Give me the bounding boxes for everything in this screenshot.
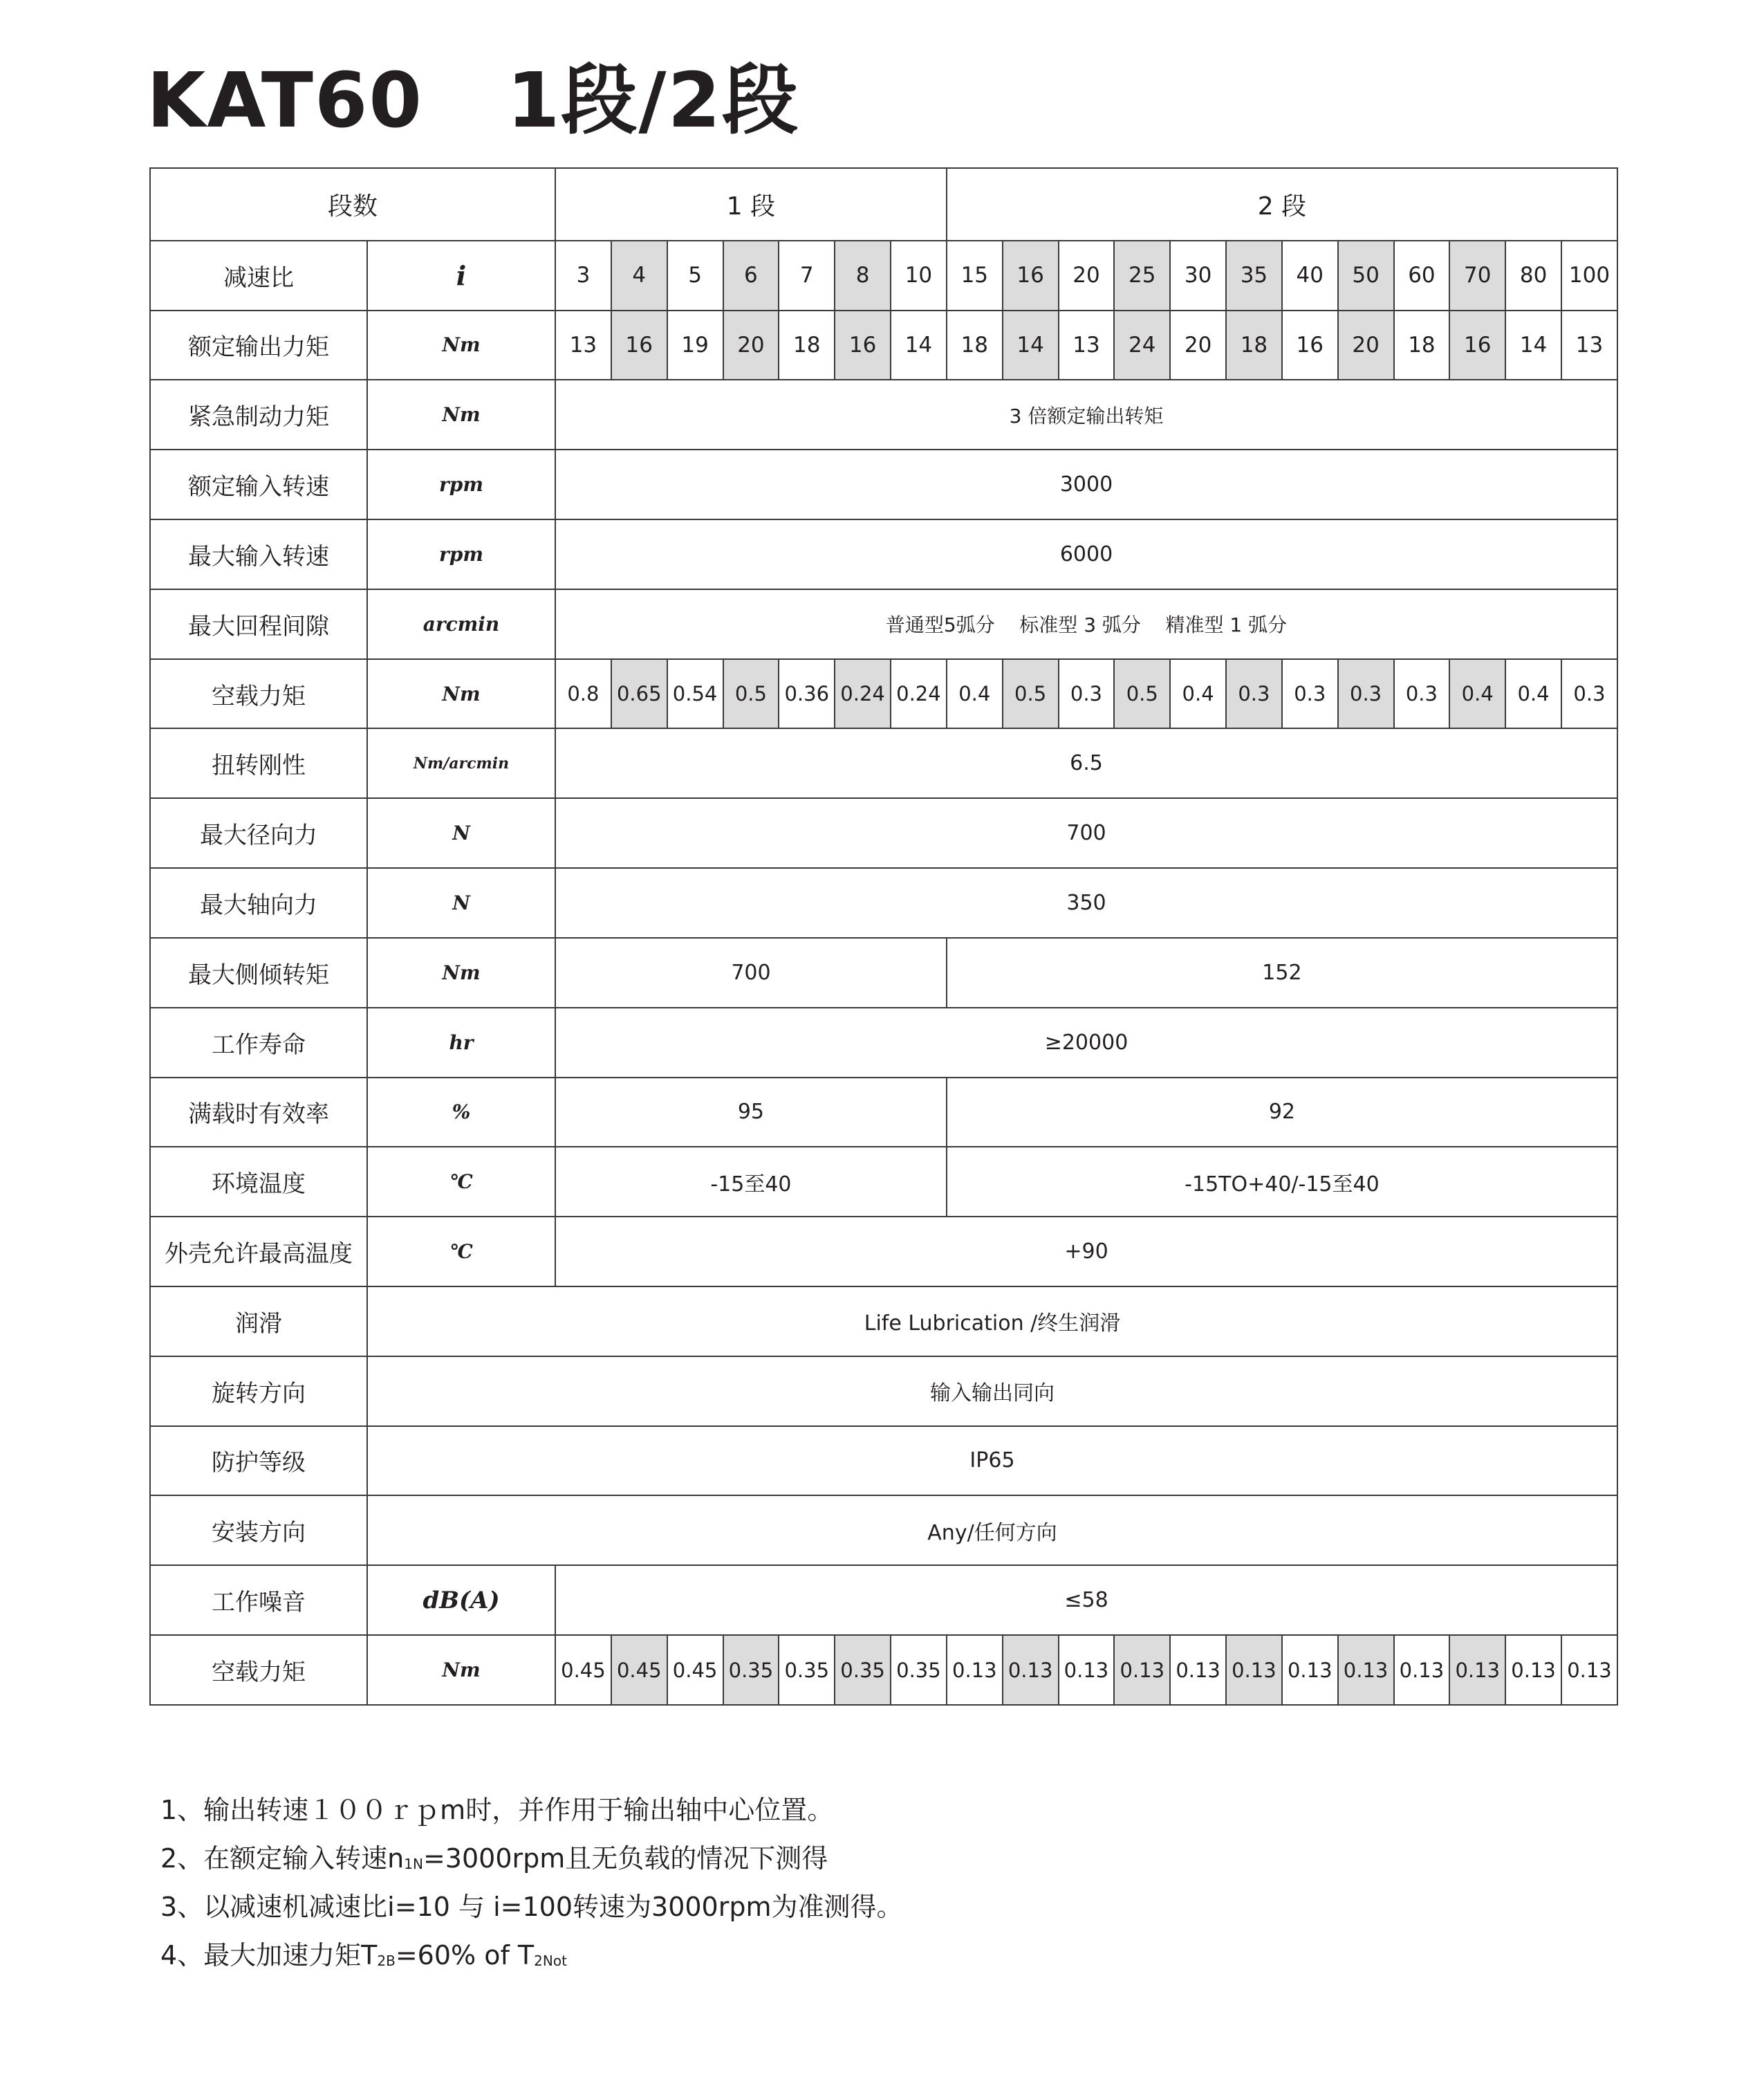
efficiency-row bbox=[150, 1078, 1617, 1147]
value-cell: 15 bbox=[947, 241, 1003, 311]
value-cell: 0.45 bbox=[611, 1635, 667, 1705]
row-value: +90 bbox=[555, 1217, 1617, 1286]
stage-header-label: 段数 bbox=[150, 168, 555, 241]
value-cell: 0.13 bbox=[1505, 1635, 1561, 1705]
value-cell: 60 bbox=[1394, 241, 1450, 311]
value-cell: 0.3 bbox=[1226, 659, 1282, 729]
row-value: ≥20000 bbox=[555, 1008, 1617, 1078]
value-cell: 35 bbox=[1226, 241, 1282, 311]
value-cell: 0.24 bbox=[891, 659, 947, 729]
row-label: 最大回程间隙 bbox=[150, 589, 367, 659]
value-cell: 0.3 bbox=[1394, 659, 1450, 729]
page-title: KAT60 1段/2段 bbox=[147, 56, 800, 145]
row-unit: % bbox=[367, 1078, 555, 1147]
value-cell: 0.5 bbox=[723, 659, 779, 729]
row-label: 额定输出力矩 bbox=[150, 311, 367, 380]
row-unit: Nm bbox=[367, 311, 555, 380]
value-cell: 70 bbox=[1449, 241, 1505, 311]
value-cell: 30 bbox=[1170, 241, 1226, 311]
value-cell: 50 bbox=[1338, 241, 1394, 311]
row-unit: ℃ bbox=[367, 1217, 555, 1286]
operating-noise-row bbox=[150, 1565, 1617, 1635]
value-cell: 0.4 bbox=[1170, 659, 1226, 729]
value-cell: 80 bbox=[1505, 241, 1561, 311]
value-cell: 24 bbox=[1114, 311, 1170, 380]
value-cell: 14 bbox=[891, 311, 947, 380]
rated-input-speed-row bbox=[150, 450, 1617, 519]
value-cell: 0.13 bbox=[947, 1635, 1003, 1705]
value-cell: 0.5 bbox=[1003, 659, 1059, 729]
value-cell: 13 bbox=[1059, 311, 1115, 380]
row-value: Any/任何方向 bbox=[367, 1495, 1617, 1565]
value-cell: 19 bbox=[667, 311, 723, 380]
row-label: 最大输入转速 bbox=[150, 519, 367, 589]
emergency-stop-torque-row bbox=[150, 380, 1617, 450]
row-unit: Nm bbox=[367, 938, 555, 1008]
value-cell: 0.5 bbox=[1114, 659, 1170, 729]
value-cell: 0.13 bbox=[1003, 1635, 1059, 1705]
ratio-row bbox=[150, 241, 1617, 311]
max-axial-force-row bbox=[150, 868, 1617, 938]
value-cell: 0.45 bbox=[555, 1635, 611, 1705]
spec-table bbox=[149, 167, 1618, 1706]
value-cell: 7 bbox=[779, 241, 835, 311]
value-cell: 0.36 bbox=[779, 659, 835, 729]
stage2-value: 152 bbox=[947, 938, 1617, 1008]
value-cell: 0.35 bbox=[779, 1635, 835, 1705]
row-unit: rpm bbox=[367, 519, 555, 589]
row-unit: dB(A) bbox=[367, 1565, 555, 1635]
value-cell: 0.13 bbox=[1114, 1635, 1170, 1705]
row-label: 扭转刚性 bbox=[150, 728, 367, 798]
stage1-value: 95 bbox=[555, 1078, 947, 1147]
stage-header-row bbox=[150, 168, 1617, 241]
row-value: IP65 bbox=[367, 1426, 1617, 1496]
max-tilting-moment-row bbox=[150, 938, 1617, 1008]
value-cell: 0.3 bbox=[1282, 659, 1338, 729]
row-value: ≤58 bbox=[555, 1565, 1617, 1635]
value-cell: 0.35 bbox=[891, 1635, 947, 1705]
value-cell: 16 bbox=[1449, 311, 1505, 380]
row-label: 减速比 bbox=[150, 241, 367, 311]
mounting-direction-row bbox=[150, 1495, 1617, 1565]
row-unit: Nm/arcmin bbox=[367, 728, 555, 798]
stage1-value: 700 bbox=[555, 938, 947, 1008]
value-cell: 0.65 bbox=[611, 659, 667, 729]
row-value: 350 bbox=[555, 868, 1617, 938]
no-load-torque-row bbox=[150, 659, 1617, 729]
value-cell: 0.4 bbox=[1449, 659, 1505, 729]
value-cell: 0.3 bbox=[1059, 659, 1115, 729]
torsional-stiffness-row bbox=[150, 728, 1617, 798]
value-cell: 0.13 bbox=[1170, 1635, 1226, 1705]
row-label: 紧急制动力矩 bbox=[150, 380, 367, 450]
protection-class-row bbox=[150, 1426, 1617, 1496]
note-4-subscript-2: 2Not bbox=[534, 1953, 567, 1969]
value-cell: 16 bbox=[835, 311, 891, 380]
note-4-mid: =60% of T bbox=[395, 1940, 535, 1970]
row-label: 最大轴向力 bbox=[150, 868, 367, 938]
value-cell: 0.35 bbox=[723, 1635, 779, 1705]
value-cell: 0.13 bbox=[1561, 1635, 1617, 1705]
value-cell: 0.13 bbox=[1282, 1635, 1338, 1705]
value-cell: 100 bbox=[1561, 241, 1617, 311]
row-label: 环境温度 bbox=[150, 1147, 367, 1217]
value-cell: 14 bbox=[1505, 311, 1561, 380]
row-unit: N bbox=[367, 868, 555, 938]
note-4-subscript-1: 2B bbox=[377, 1953, 396, 1969]
row-label: 旋转方向 bbox=[150, 1356, 367, 1426]
value-cell: 0.8 bbox=[555, 659, 611, 729]
stage1-header: 1 段 bbox=[555, 168, 947, 241]
lubrication-row bbox=[150, 1286, 1617, 1356]
row-label: 工作寿命 bbox=[150, 1008, 367, 1078]
row-value: 6000 bbox=[555, 519, 1617, 589]
row-label: 防护等级 bbox=[150, 1426, 367, 1496]
row-unit: Nm bbox=[367, 659, 555, 729]
value-cell: 0.13 bbox=[1449, 1635, 1505, 1705]
row-value: Life Lubrication /终生润滑 bbox=[367, 1286, 1617, 1356]
row-label: 外壳允许最高温度 bbox=[150, 1217, 367, 1286]
row-unit: rpm bbox=[367, 450, 555, 519]
value-cell: 0.54 bbox=[667, 659, 723, 729]
note-2 bbox=[160, 1834, 902, 1883]
row-value: 700 bbox=[555, 798, 1617, 868]
row-value: 6.5 bbox=[555, 728, 1617, 798]
row-unit: Nm bbox=[367, 1635, 555, 1705]
stage2-value: -15TO+40/-15至40 bbox=[947, 1147, 1617, 1217]
row-label: 安装方向 bbox=[150, 1495, 367, 1565]
row-unit: arcmin bbox=[367, 589, 555, 659]
row-label: 最大径向力 bbox=[150, 798, 367, 868]
value-cell: 20 bbox=[723, 311, 779, 380]
stage2-header: 2 段 bbox=[947, 168, 1617, 241]
value-cell: 0.13 bbox=[1394, 1635, 1450, 1705]
note-2-prefix: 2、在额定输入转速n bbox=[160, 1843, 405, 1874]
row-value: 3 倍额定输出转矩 bbox=[555, 380, 1617, 450]
row-unit: hr bbox=[367, 1008, 555, 1078]
value-cell: 0.45 bbox=[667, 1635, 723, 1705]
row-label: 空载力矩 bbox=[150, 659, 367, 729]
value-cell: 20 bbox=[1170, 311, 1226, 380]
rated-torque-row bbox=[150, 311, 1617, 380]
ambient-temperature-row bbox=[150, 1147, 1617, 1217]
row-label: 工作噪音 bbox=[150, 1565, 367, 1635]
value-cell: 0.3 bbox=[1338, 659, 1394, 729]
note-4-prefix: 4、最大加速力矩T bbox=[160, 1940, 378, 1970]
stage2-value: 92 bbox=[947, 1078, 1617, 1147]
value-cell: 18 bbox=[1226, 311, 1282, 380]
row-value: 普通型5弧分 标准型 3 弧分 精准型 1 弧分 bbox=[555, 589, 1617, 659]
value-cell: 13 bbox=[1561, 311, 1617, 380]
value-cell: 14 bbox=[1003, 311, 1059, 380]
row-unit: N bbox=[367, 798, 555, 868]
value-cell: 13 bbox=[555, 311, 611, 380]
value-cell: 18 bbox=[1394, 311, 1450, 380]
value-cell: 16 bbox=[1003, 241, 1059, 311]
value-cell: 0.24 bbox=[835, 659, 891, 729]
value-cell: 16 bbox=[1282, 311, 1338, 380]
value-cell: 3 bbox=[555, 241, 611, 311]
notes bbox=[160, 1786, 902, 1979]
value-cell: 4 bbox=[611, 241, 667, 311]
value-cell: 16 bbox=[611, 311, 667, 380]
value-cell: 20 bbox=[1059, 241, 1115, 311]
max-backlash-row bbox=[150, 589, 1617, 659]
value-cell: 0.4 bbox=[947, 659, 1003, 729]
rotation-direction-row bbox=[150, 1356, 1617, 1426]
value-cell: 0.13 bbox=[1338, 1635, 1394, 1705]
value-cell: 40 bbox=[1282, 241, 1338, 311]
value-cell: 0.35 bbox=[835, 1635, 891, 1705]
row-unit: i bbox=[367, 241, 555, 311]
row-label: 满载时有效率 bbox=[150, 1078, 367, 1147]
max-input-speed-row bbox=[150, 519, 1617, 589]
note-4 bbox=[160, 1931, 902, 1979]
row-label: 空载力矩 bbox=[150, 1635, 367, 1705]
row-unit: ℃ bbox=[367, 1147, 555, 1217]
row-label: 额定输入转速 bbox=[150, 450, 367, 519]
service-life-row bbox=[150, 1008, 1617, 1078]
note-1: 1、输出转速１００ｒｐm时，并作用于输出轴中心位置。 bbox=[160, 1795, 834, 1825]
value-cell: 0.3 bbox=[1561, 659, 1617, 729]
value-cell: 18 bbox=[779, 311, 835, 380]
max-radial-force-row bbox=[150, 798, 1617, 868]
value-cell: 20 bbox=[1338, 311, 1394, 380]
value-cell: 0.13 bbox=[1059, 1635, 1115, 1705]
value-cell: 10 bbox=[891, 241, 947, 311]
value-cell: 8 bbox=[835, 241, 891, 311]
no-load-torque-row-2 bbox=[150, 1635, 1617, 1705]
value-cell: 0.13 bbox=[1226, 1635, 1282, 1705]
note-2-suffix: =3000rpm且无负载的情况下测得 bbox=[423, 1843, 828, 1874]
row-label: 润滑 bbox=[150, 1286, 367, 1356]
value-cell: 0.4 bbox=[1505, 659, 1561, 729]
note-2-subscript: 1N bbox=[404, 1856, 423, 1872]
value-cell: 6 bbox=[723, 241, 779, 311]
housing-max-temperature-row bbox=[150, 1217, 1617, 1286]
stage1-value: -15至40 bbox=[555, 1147, 947, 1217]
value-cell: 5 bbox=[667, 241, 723, 311]
row-value: 3000 bbox=[555, 450, 1617, 519]
value-cell: 18 bbox=[947, 311, 1003, 380]
note-3: 3、以减速机减速比i=10 与 i=100转速为3000rpm为准测得。 bbox=[160, 1892, 903, 1922]
row-value: 输入输出同向 bbox=[367, 1356, 1617, 1426]
row-unit: Nm bbox=[367, 380, 555, 450]
value-cell: 25 bbox=[1114, 241, 1170, 311]
row-label: 最大侧倾转矩 bbox=[150, 938, 367, 1008]
